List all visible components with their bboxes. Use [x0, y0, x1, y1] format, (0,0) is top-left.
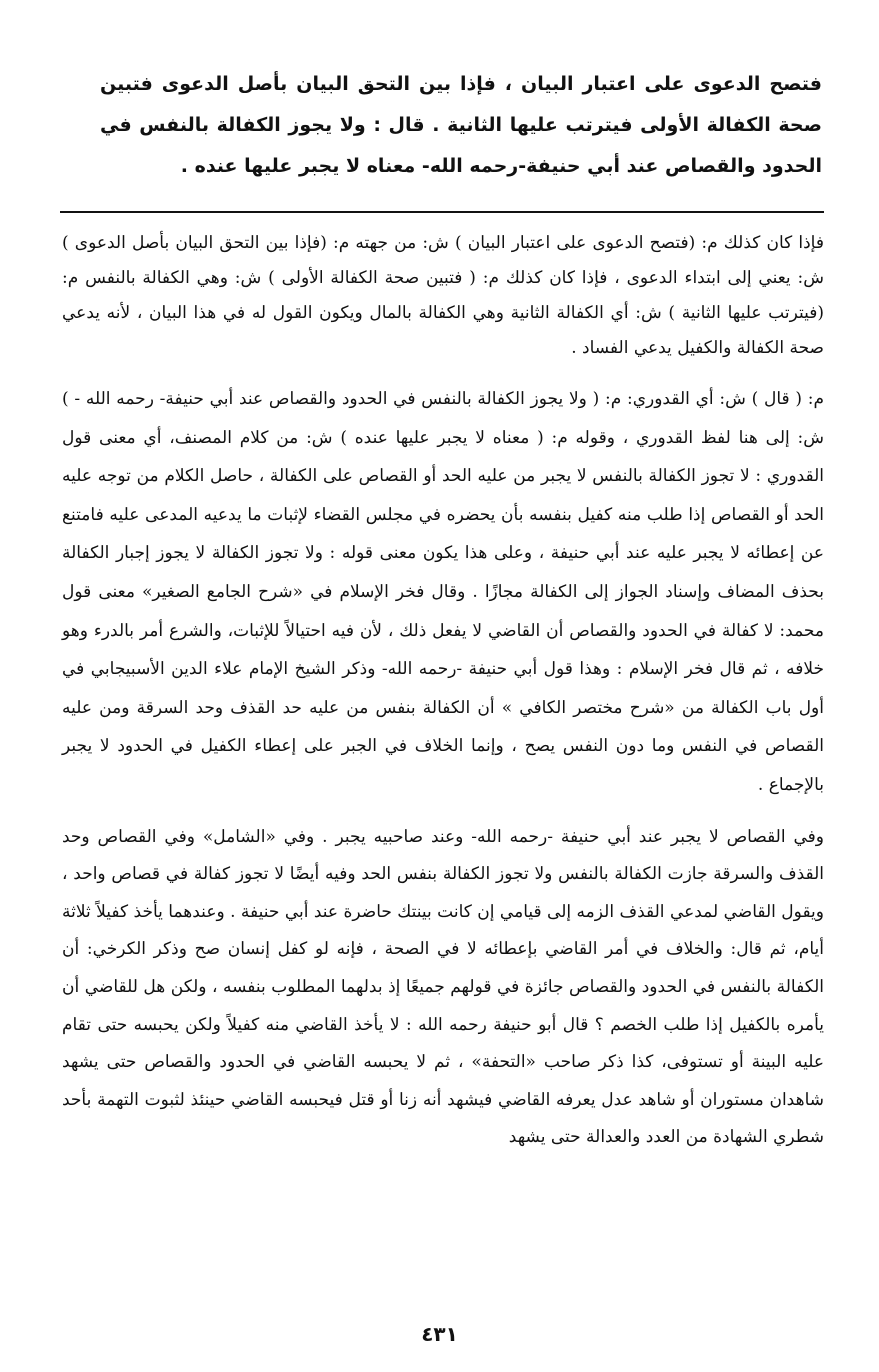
page-number: ٤٣١	[421, 1322, 458, 1346]
main-text: فتصح الدعوى على اعتبار البيان ، فإذا بين التحق البيان بأصل الدعوى فتبين صحة الكفالة الأولى فيترتب عليها الثانية . قال : ولا يجوز الكفالة بالنفس في الحدود والقصاص عند أبي حنيفة-رحمه الله- معناه لا يجبر عليها عنده .	[100, 73, 822, 177]
separator-line	[60, 211, 824, 213]
commentary-paragraph: فإذا كان كذلك م: (فتصح الدعوى على اعتبار البيان ) ش: من جهته م: (فإذا بين التحق البيان بأصل الدعوى ) ش: يعني إلى ابتداء الدعوى ، فإذا كان كذلك م: ( فتبين صحة الكفالة الأولى ) ش: وهي الكفالة بالنفس م: (فيترتب عليها الثانية ) ش: أي الكفالة الثانية وهي الكفالة بالمال ويكون القول له في هذا البيان ، لأنه يدعي صحة الكفالة والكفيل يدعي الفساد .	[62, 233, 824, 358]
commentary	[62, 226, 824, 1171]
commentary-paragraph: وفي القصاص لا يجبر عند أبي حنيفة -رحمه الله- وعند صاحبيه يجبر . وفي «الشامل» وفي القصاص وحد القذف والسرقة جازت الكفالة بالنفس ولا تجوز الكفالة بنفس الحد وفيه أيضًا لا تجوز كفالة في قصاص واحد ، ويقول القاضي لمدعي القذف الزمه إلى قيامي إن كانت بينتك حاضرة عند أبي حنيفة . وعندهما يأخذ كفيلاً ثلاثة أيام، ثم قال: والخلاف في أمر القاضي بإعطائه لا في الصحة ، فإنه لو كفل إنسان صح وذكر الكرخي: أن الكفالة بالنفس في الحدود والقصاص جائزة في قولهم جميعًا إذ بدلهما المطلوب بنفسه ، ولكن هل للقاضي أن يأمره بالكفيل إذا طلب الخصم ؟ قال أبو حنيفة رحمه الله : لا يأخذ القاضي منه كفيلاً ولكن يحبسه حتى تقام عليه البينة أو تستوفى، كذا ذكر صاحب «التحفة» ، ثم لا يحبسه القاضي في الحدود والقصاص حتى يشهد شاهدان مستوران أو شاهد عدل يعرفه القاضي فيشهد أنه زنا أو قتل فيحبسه القاضي حينئذ لثبوت التهمة بأحد شطري الشهادة من العدد والعدالة حتى يشهد	[62, 826, 824, 1148]
commentary-paragraph: م: ( قال ) ش: أي القدوري: م: ( ولا يجوز الكفالة بالنفس في الحدود والقصاص عند أبي حنيفة- رحمه الله - ) ش: إلى هنا لفظ القدوري ، وقوله م: ( معناه لا يجبر عليها عنده ) ش: من كلام المصنف، أي معنى قول القدوري : لا تجوز الكفالة بالنفس لا يجبر من عليه الحد أو القصاص على الكفالة ، حاصل الكلام من توجه عليه الحد أو القصاص إذا طلب منه كفيل بنفسه بأن يحضره في مجلس القضاء لإثبات ما يدعيه المدعى عليه فامتنع عن إعطائه لا يجبر عليه عند أبي حنيفة ، وعلى هذا يكون معنى قوله : ولا تجوز الكفالة لا يجوز إجبار الكفالة بحذف المضاف وإسناد الجواز إلى الكفالة مجازًا . وقال فخر الإسلام في «شرح الجامع الصغير» معنى قول محمد: لا كفالة في الحدود والقصاص أن القاضي لا يفعل ذلك ، لأن فيه احتيالاً للإثبات، والشرع أمر بالدرء وهو خلافه ، ثم قال فخر الإسلام : وهذا قول أبي حنيفة -رحمه الله- وذكر الشيخ الإمام علاء الدين الأسبيجابي في أول باب الكفالة من «شرح مختصر الكافي » أن الكفالة بنفس من عليه حد القذف وحد السرقة ومن عليه القصاص في النفس وما دون النفس يصح ، وإنما الخلاف في الجبر على إعطاء الكفيل في الحدود لا يجبر بالإجماع .	[62, 389, 824, 795]
